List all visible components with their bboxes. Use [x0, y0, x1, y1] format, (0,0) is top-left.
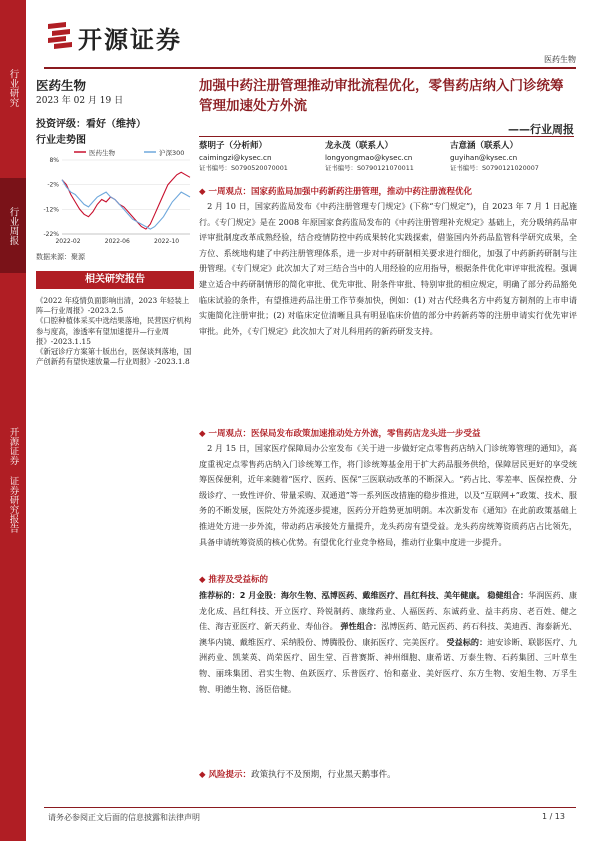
bullet-diamond-icon: ◆	[199, 770, 206, 780]
x-tick-label: 2022-06	[104, 238, 130, 245]
footer-rule	[44, 807, 576, 808]
analyst-cert: 证书编号：S0790520070001	[199, 164, 288, 172]
x-tick-label: 2022-10	[154, 238, 180, 245]
analyst-cert: 证书编号：S0790121070011	[325, 164, 414, 172]
y-tick-label: -2%	[47, 181, 59, 189]
x-tick-label: 2022-02	[55, 238, 81, 245]
analyst-email[interactable]: longyongmao@kysec.cn	[325, 153, 413, 162]
analyst-cert: 证书编号：S0790121020007	[450, 164, 539, 172]
report-title: 加强中药注册管理推动审批流程优化，零售药店纳入门诊统筹管理加速处方外流	[199, 78, 564, 114]
bullet-diamond-icon: ◆	[199, 575, 206, 585]
report-date: 2023 年 02 月 19 日	[36, 96, 124, 106]
analyst-card	[450, 141, 539, 174]
elastic-label: 弹性组合：	[340, 621, 382, 632]
bullet-diamond-icon: ◆	[199, 187, 206, 197]
elastic-text: 泓博医药、皓元医药、药石科技、美迪西、海泰新光、澳华内镜、戴维医疗、采纳股份、博腾股份、康拓医疗、完美医疗。	[199, 621, 577, 647]
sector-name: 医药生物	[36, 78, 87, 93]
risk-label: 风险提示：	[208, 770, 252, 780]
bullet-diamond-icon: ◆	[199, 429, 206, 439]
page-number: 1 / 13	[541, 812, 565, 821]
risk-warning	[199, 768, 577, 780]
legend-label: 医药生物	[89, 149, 115, 157]
side-tab-industry-research: 行业研究	[7, 68, 19, 107]
risk-text: 政策执行不及预期，行业黑天鹅事件。	[251, 770, 396, 780]
trend-chart-svg	[36, 146, 194, 250]
investment-rating: 投资评级：看好（维持）	[36, 119, 146, 130]
section-heading-text: 一周观点：医保局发布政策加速推动处方外流，零售药店龙头进一步受益	[208, 429, 481, 439]
header-rule	[44, 67, 576, 69]
y-tick-label: -22%	[43, 231, 59, 238]
footer-disclaimer: 请务必参阅正文后面的信息披露和法律声明	[48, 813, 200, 822]
section-body-2: 2 月 15 日，国家医疗保障局办公室发布《关于进一步做好定点零售药店纳入门诊统筹管理的通知》，高度重视定点零售药店纳入门诊统筹工作，将门诊统筹基金用于扩大药品服务供给，保障居民更好的享受统筹医保便利，近年来随着“医疗、医药、医保”三医联动改革的不断深入。“药占比、零差率、医保控费、分级诊疗、一致性评价、带量采购、双通道”等一系列医改措施的稳步推进，以及“互联网+”政策、技术、服务的不断发展，医院处方外流逐步提速，医药分开趋势更加明朗。本次新发布《通知》在此前政策基础上推进处方进一步外流，带动药店承接处方量提升，龙头药房有望受益。龙头药房统筹资质药店占比领先，具备申请统筹资质的核心优势。有望优化行业竞争格局，推动行业集中度进一步提升。	[199, 443, 577, 547]
chart-source: 数据来源：聚源	[36, 253, 85, 261]
benefit-text: 迪安诊断、联影医疗、九洲药业、凯莱英、尚荣医疗、固生堂、百普赛斯、神州细胞、康希诺、万泰生物、石药集团、三叶草生物、丽珠集团、君实生物、鱼跃医疗、乐普医疗、怡和嘉业、美好医疗、东方生物、安旭生物、万孚生物、明德生物、汤臣倍健。	[199, 636, 577, 694]
section-heading-text: 一周观点：国家药监局加强中药新药注册管理，推动中药注册流程优化	[208, 187, 473, 197]
analyst-email[interactable]: caimingzi@kysec.cn	[199, 153, 272, 162]
analyst-email[interactable]: guyihan@kysec.cn	[450, 153, 518, 162]
report-subtitle: ——行业周报	[508, 123, 574, 136]
section-body-3	[199, 588, 577, 763]
benefit-label: 受益标的：	[446, 636, 488, 647]
stable-label: 稳健组合：	[487, 590, 529, 600]
title-rule	[199, 136, 574, 137]
related-report-item[interactable]: 《新冠诊疗方案第十版出台，医保谈判落地，国产创新药有望快速放量—行业周报》-2023.1.8	[36, 347, 192, 367]
trend-chart	[36, 146, 194, 250]
analyst-card	[325, 141, 414, 174]
analyst-card	[199, 141, 288, 174]
trend-chart-title: 行业走势图	[36, 135, 86, 146]
side-strip	[0, 0, 26, 841]
side-tab-weekly: 行业周报	[0, 178, 26, 273]
related-report-item[interactable]: 《口腔种植体采买中选结果落地，民营医疗机构参与度高，渗透率有望加速提升—行业周报》-2023.1.15	[36, 316, 192, 346]
company-logo	[44, 18, 204, 54]
analyst-name: 古意涵（联系人）	[450, 141, 519, 151]
section-heading-3	[199, 573, 577, 585]
stable-text: 华润医药、康龙化成、昌红科技、开立医疗、羚锐制药、康缘药业、人福医药、东诚药业、益丰药房、老百姓、健之佳、海吉亚医疗、新天药业、寿仙谷。	[199, 590, 577, 632]
header-category: 医药生物	[544, 55, 576, 64]
related-reports-header: 相关研究报告	[36, 271, 194, 289]
related-report-item[interactable]: 《2022 年疫情负面影响出清，2023 年轻装上阵—行业周报》-2023.2.5	[36, 296, 190, 316]
section-heading-text: 推荐及受益标的	[208, 575, 269, 585]
related-reports-list	[36, 296, 194, 367]
recommend-label: 推荐标的：	[199, 590, 240, 600]
section-heading-1	[199, 185, 577, 197]
analyst-name: 龙永茂（联系人）	[325, 141, 394, 151]
series-line	[62, 180, 190, 229]
logo-text: 开源证券	[78, 26, 182, 54]
recommend-text: 2 月金股：海尔生物、泓博医药、戴维医疗、昌红科技、美年健康。	[239, 590, 485, 600]
legend-label: 沪深300	[159, 149, 185, 157]
section-heading-2	[199, 427, 577, 439]
y-tick-label: 8%	[49, 157, 59, 164]
side-tab-report: 开源证券 证券研究报告	[7, 427, 19, 533]
section-body-1: 2 月 10 日，国家药监局发布《中药注册管理专门规定》(下称“专门规定”)，自 2023 年 7 月 1 日起施行。《专门规定》是在 2008 年原国家食药监局发布的《中药注册管理补充规定》基础上，充分吸纳药品审评审批制度改革成熟经验，结合疫情防控中药成果转化实践探索，借鉴国内外药品监管科学研究成果，全方位、系统地构建了中药注册管理体系，进一步对中药研制相关要求进行细化，加强了中药新药研制与注册管理。《专门规定》此次加大了对三结合当中的人用经验的应用指导，根据条件优化审评审批流程。强调建立适合中药研制情形的简化审批、优先审批、附条件审批、特别审批的相应规定，明确了部分药品豁免临床试验的条件，有望推进药品注册工作节奏加快，例如：(1) 对古代经典名方中药复方制剂的上市申请实施简化注册审批；(2) 对临床定位清晰且具有明显临床价值的部分中药新药等的注册申请实行优先审评审批。此外，《专门规定》此次加大了对儿科用药的新药研发支持。	[199, 201, 577, 336]
y-tick-label: -12%	[43, 206, 59, 214]
analyst-name: 蔡明子（分析师）	[199, 141, 268, 151]
